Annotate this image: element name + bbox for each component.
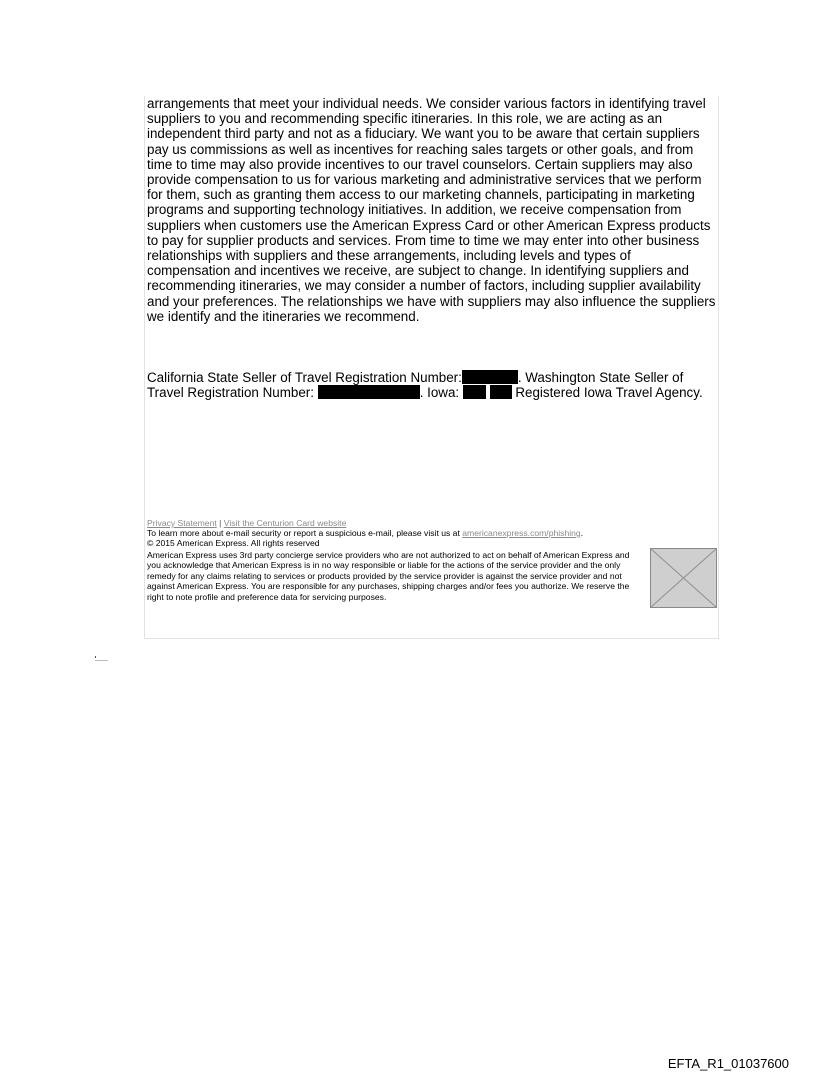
document-id: EFTA_R1_01037600 xyxy=(667,1056,789,1071)
footer-links xyxy=(147,518,346,528)
ca-registration-label: California State Seller of Travel Registration Number: xyxy=(147,370,462,385)
registration-paragraph xyxy=(147,370,717,400)
image-cross-icon xyxy=(651,549,716,607)
redaction-block xyxy=(462,370,518,384)
security-line xyxy=(147,528,647,538)
copyright-text: © 2015 American Express. All rights reserved xyxy=(147,538,320,549)
compensation-disclosure-paragraph: arrangements that meet your individual needs. We consider various factors in identifying travel suppliers to you and recommending specific itineraries. In this role, we are acting as an independent third party and not as a fiduciary. We want you to be aware that certain suppliers pay us commissions as well as incentives for reaching sales targets or other goals, and from time to time may also provide incentives to our travel counselors. Certain suppliers may also provide compensation to us for various marketing and administrative services that we perform for them, such as granting them access to our marketing channels, participating in marketing programs and supporting technology initiatives. In addition, we receive compensation from suppliers when customers use the American Express Card or other American Express products to pay for supplier products and services. From time to time we may enter into other business relationships with suppliers and these arrangements, including levels and types of compensation and incentives we receive, are subject to change. In identifying suppliers and recommending itineraries, we may consider a number of factors, including supplier availability and your preferences. The relationships we have with suppliers may also influence the suppliers we identify and the itineraries we recommend. xyxy=(147,96,716,324)
security-period: . xyxy=(580,528,584,538)
redaction-block xyxy=(463,385,486,399)
security-text: To learn more about e-mail security or report a suspicious e-mail, please visit us at xyxy=(147,528,460,538)
email-body-card xyxy=(144,96,719,639)
wa-registration-label: . Washington State Seller of Travel Registration Number: xyxy=(147,370,684,401)
footer-link-separator: | xyxy=(219,518,222,528)
iowa-registration-label: . Iowa: xyxy=(419,385,460,401)
centurion-card-link[interactable]: Visit the Centurion Card website xyxy=(223,518,347,528)
stray-scan-mark xyxy=(95,656,109,662)
redaction-block xyxy=(490,385,512,399)
iowa-registration-suffix: Registered Iowa Travel Agency. xyxy=(515,385,703,401)
redaction-block xyxy=(318,385,420,399)
broken-image-placeholder-icon xyxy=(650,548,717,608)
phishing-link[interactable]: americanexpress.com/phishing xyxy=(462,528,581,538)
privacy-statement-link[interactable]: Privacy Statement xyxy=(147,518,217,528)
footer-security-block xyxy=(147,528,647,549)
concierge-disclaimer: American Express uses 3rd party concierge service providers who are not authorized to act on behalf of American Express and you acknowledge that American Express is in no way responsible or liable for the actions of the service provider and the only remedy for any claims relating to services or products provided by the service provider is against the service provider and not against American Express. You are responsible for any purchases, shipping charges and/or fees you authorize. We reserve the right to note profile and preference data for servicing purposes. xyxy=(147,550,630,602)
scan-artifact-icon xyxy=(95,656,109,662)
